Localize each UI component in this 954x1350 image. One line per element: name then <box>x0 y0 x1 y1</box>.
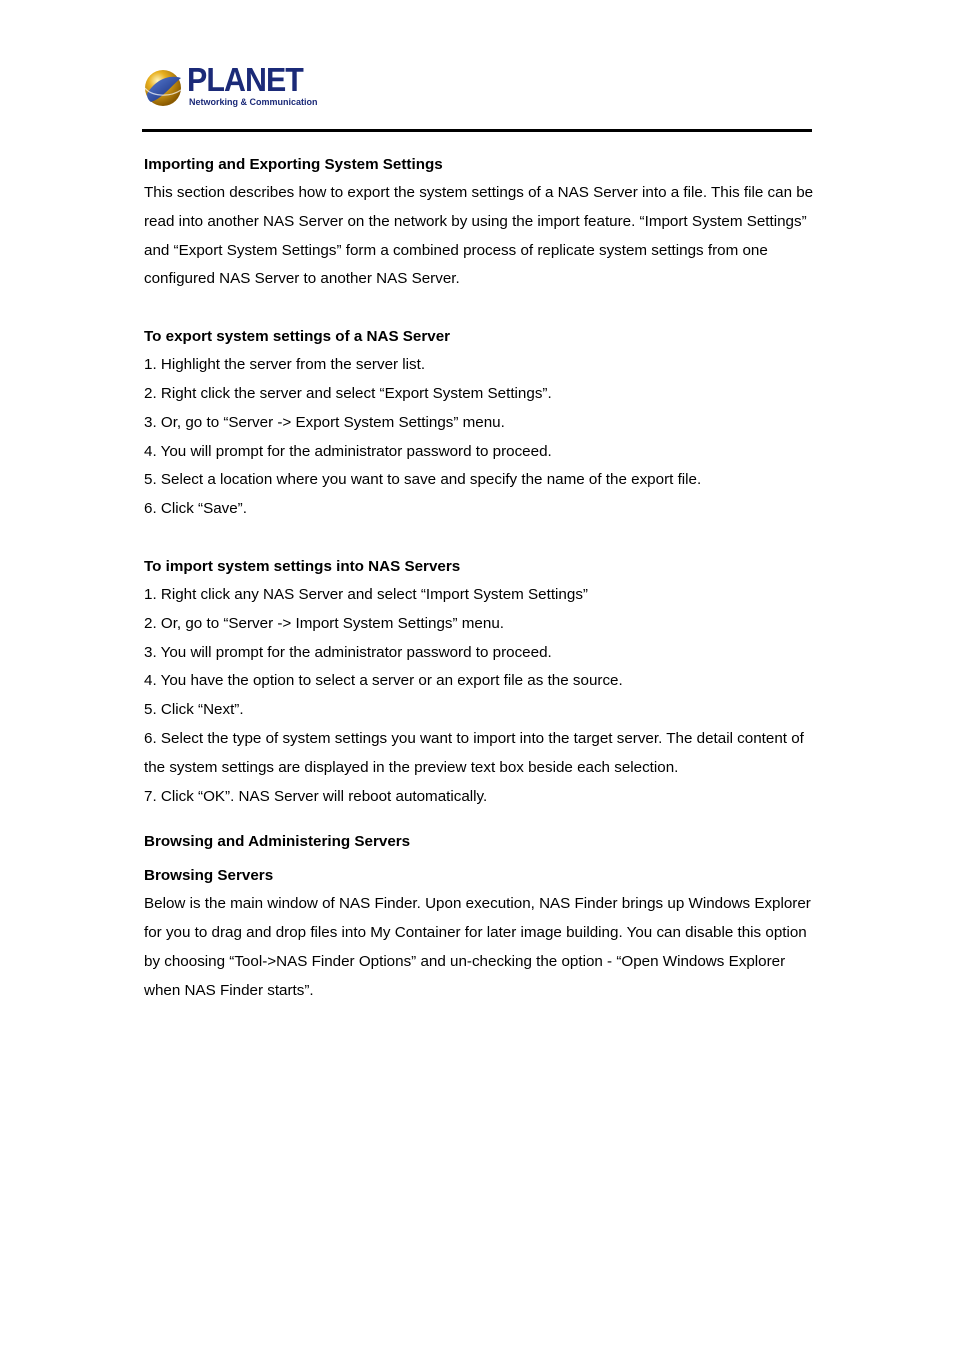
list-item: 4. You have the option to select a server or an export file as the source. <box>144 672 623 690</box>
list-item: 1. Highlight the server from the server list. <box>144 356 426 374</box>
export-heading: To export system settings of a NAS Server <box>144 328 451 346</box>
section-heading: Importing and Exporting System Settings <box>144 156 443 173</box>
document-body <box>144 151 814 1006</box>
list-item: 3. You will prompt for the administrator password to proceed. <box>144 643 552 661</box>
spacer <box>144 294 814 323</box>
header-divider <box>142 129 812 132</box>
spacer <box>144 524 814 553</box>
browsing-heading: Browsing and Administering Servers <box>144 833 411 851</box>
list-item: 7. Click “OK”. NAS Server will reboot automatically. <box>144 787 488 805</box>
list-item: 6. Click “Save”. <box>144 500 247 518</box>
list-item: 2. Or, go to “Server -> Import System Settings” menu. <box>144 614 504 632</box>
section-intro: This section describes how to export the system settings of a NAS Server into a file. This file can be read into another NAS Server on the network by using the import feature. “Import System Settings” and “Export System Settings” form a combined process of replicate system settings from one configured NAS Server to another NAS Server. <box>144 184 814 288</box>
import-heading: To import system settings into NAS Servers <box>144 557 461 575</box>
browsing-body: Below is the main window of NAS Finder. Upon execution, NAS Finder brings up Windows Explorer for you to drag and drop files into My Container for later image building. You can disable this option by choosing “Tool->NAS Finder Options” and un-checking the option - “Open Windows Explorer when NAS Finder starts”. <box>144 895 811 999</box>
browsing-subheading: Browsing Servers <box>144 867 274 885</box>
list-item: 5. Click “Next”. <box>144 701 244 719</box>
list-item: 6. Select the type of system settings you want to import into the target server. The detail content of the system settings are displayed in the preview text box beside each selection. <box>144 729 804 776</box>
logo-wordmark: PLANET <box>187 61 303 98</box>
list-item: 4. You will prompt for the administrator password to proceed. <box>144 442 552 460</box>
list-item: 5. Select a location where you want to save and specify the name of the export file. <box>144 471 702 489</box>
list-item: 1. Right click any NAS Server and select “Import System Settings” <box>144 585 588 603</box>
brand-logo <box>143 61 318 110</box>
list-item: 3. Or, go to “Server -> Export System Settings” menu. <box>144 413 505 431</box>
spacer <box>144 811 814 828</box>
logo-tagline: Networking & Communication <box>189 97 318 107</box>
list-item: 2. Right click the server and select “Export System Settings”. <box>144 384 552 402</box>
globe-icon <box>143 68 183 108</box>
